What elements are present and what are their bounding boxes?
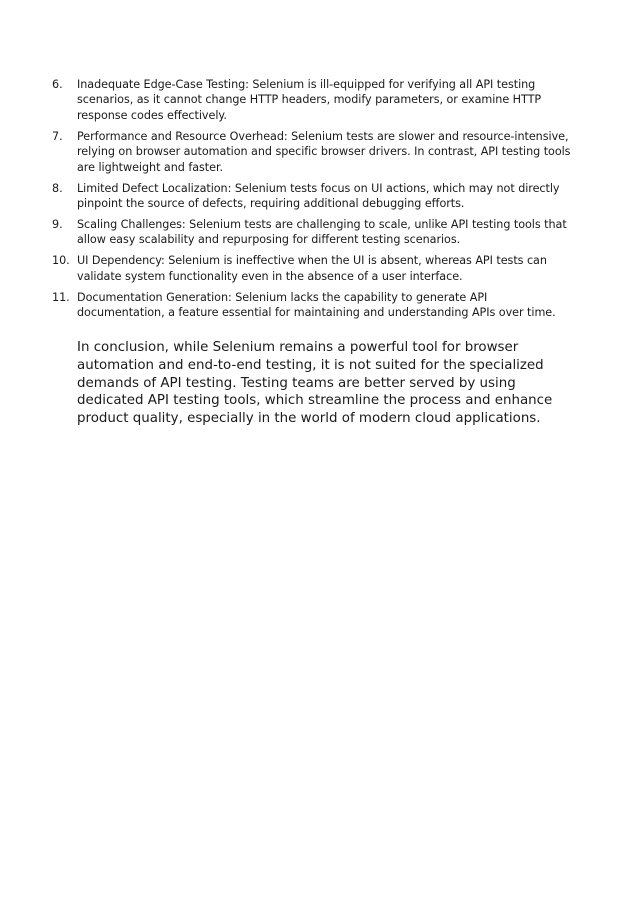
list-item-number: 7. — [52, 129, 63, 143]
list-item — [52, 181, 572, 212]
list-item — [52, 290, 572, 321]
list-item-number: 11. — [52, 290, 70, 304]
list-item-number: 9. — [52, 218, 63, 232]
list-item-text: Limited Defect Localization: Selenium tests focus on UI actions, which may not directly pinpoint the source of defects, requiring additional debugging efforts. — [77, 181, 560, 211]
limitations-list — [52, 77, 572, 326]
list-item-text: Scaling Challenges: Selenium tests are challenging to scale, unlike API testing tools that allow easy scalability and repurposing for different testing scenarios. — [77, 218, 567, 247]
list-item-number: 10. — [52, 254, 70, 268]
conclusion-paragraph: In conclusion, while Selenium remains a powerful tool for browser automation and end-to-end testing, it is not suited for the specialized demands of API testing. Testing teams are better served by using dedicated API testing tools, which streamline the process and enhance product quality, especially in the world of modern cloud applications. — [77, 340, 553, 427]
list-item — [52, 129, 572, 175]
list-item-text: Documentation Generation: Selenium lacks the capability to generate API documentation, a feature essential for maintaining and understanding APIs over time. — [77, 290, 556, 320]
list-item-number: 8. — [52, 181, 63, 195]
list-item — [52, 217, 572, 248]
list-item-text: Performance and Resource Overhead: Selenium tests are slower and resource-intensive, relying on browser automation and specific browser drivers. In contrast, API testing tools are lightweight and faster. — [77, 129, 571, 174]
list-item — [52, 253, 572, 284]
list-item-text: Inadequate Edge-Case Testing: Selenium is ill-equipped for verifying all API testing scenarios, as it cannot change HTTP headers, modify parameters, or examine HTTP response codes effectively. — [77, 78, 542, 122]
list-item — [52, 77, 572, 123]
list-item-text: UI Dependency: Selenium is ineffective when the UI is absent, whereas API tests can validate system functionality even in the absence of a user interface. — [77, 254, 547, 283]
list-item-number: 6. — [52, 78, 63, 91]
